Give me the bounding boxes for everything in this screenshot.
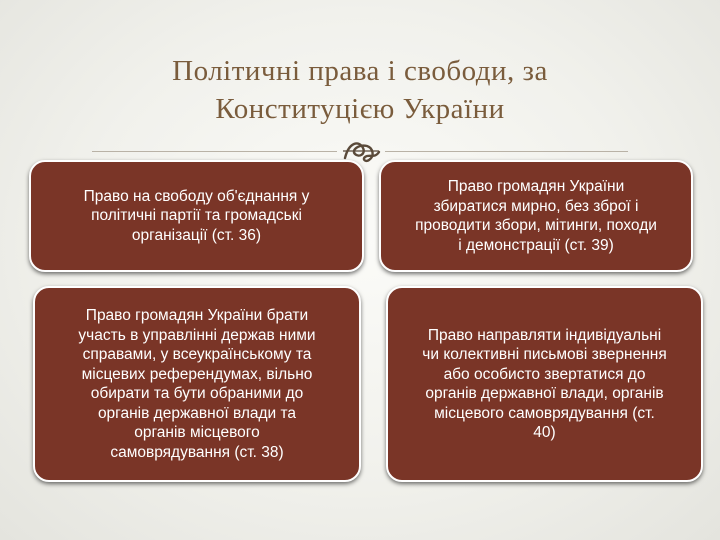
title-line-2: Конституцією України — [215, 93, 505, 125]
right-association-text: Право на свободу об'єднання у політичні партії та громадські організації (ст. 36) — [83, 187, 310, 244]
right-assembly-box — [379, 160, 693, 272]
divider-right — [385, 151, 628, 152]
right-participation-text: Право громадян України брати участь в управлінні держав ними справами, у всеукраїнському та місцевих референдумах, вільно обирати та бути обраними до органів державної влади та органів місцевого самоврядування (ст. 38) — [78, 307, 316, 461]
right-petition-box — [386, 286, 703, 482]
slide-title — [90, 52, 630, 128]
right-petition-text: Право направляти індивідуальні чи колективні письмові звернення або особисто звертатися до органів державної влади, органів місцевого самоврядування (ст. 40) — [422, 326, 667, 441]
divider-left — [92, 151, 337, 152]
title-line-1: Політичні права і свободи, за — [172, 55, 548, 87]
right-association-box — [29, 160, 364, 272]
right-assembly-text: Право громадян України збиратися мирно, без зброї і проводити збори, мітинги, походи і демонстрації (ст. 39) — [415, 178, 657, 254]
right-participation-box — [33, 286, 361, 482]
